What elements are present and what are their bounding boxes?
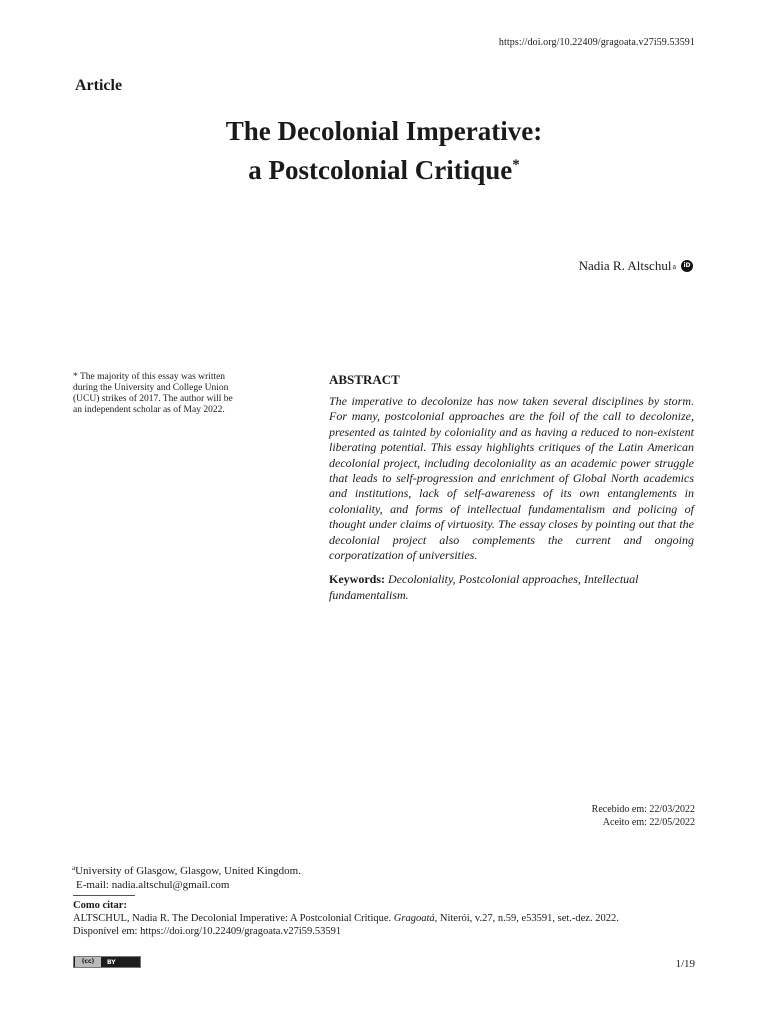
author-name: Nadia R. Altschul [578,258,672,273]
title-footnote: * The majority of this essay was written during the University and College Union (UCU) strikes of 2017. The author will be an independent scholar as of May 2022. [73,372,233,415]
submission-dates [592,803,695,829]
keywords-text: Decoloniality, Postcolonial approaches, Intellectual fundamentalism. [329,572,639,602]
cc-by-license-icon[interactable] [73,956,141,968]
page-number: 1/19 [675,958,695,970]
title-line-2-text: a Postcolonial Critique [248,155,513,185]
affiliation-marker: a [72,864,76,872]
article-title [0,114,768,187]
affiliation-institution: University of Glasgow, Glasgow, United Kingdom. [75,865,301,877]
author-line [579,258,693,274]
orcid-icon[interactable]: iD [681,260,693,272]
title-line-1: The Decolonial Imperative: [225,116,543,146]
citation-available-link[interactable]: Disponível em: https://doi.org/10.22409/gragoata.v27i59.53591 [73,926,342,937]
article-type-label: Article [75,77,123,94]
abstract-text: The imperative to decolonize has now taken several disciplines by storm. For many, postcolonial approaches are the foil of the call to decolonize, presented as tainted by coloniality and as having a reduced to non-existent liberating potential. This essay highlights critiques of the Latin American decolonial project, including decoloniality as an academic power struggle that leads to self-progression and enrichment of Global North academics and institutions, lack of self-awareness of its own entanglements in coloniality, and forms of intellectual fundamentalism and policing of thought under claims of virtuosity. The essay closes by pointing out that the decolonial project also complements the current and ongoing corporatization of universities. [329,394,694,563]
keywords-label: Keywords: [329,572,385,587]
citation-label: Como citar: [73,900,127,911]
citation-block [73,899,703,938]
title-footnote-marker[interactable]: * [512,157,520,173]
citation-reference [73,912,703,925]
accepted-date: Aceito em: 22/05/2022 [602,817,695,828]
affiliation-institution-line [72,861,301,878]
doi-header-link[interactable]: https://doi.org/10.22409/gragoata.v27i59.53591 [498,37,695,48]
abstract-heading: ABSTRACT [329,372,400,387]
author-affiliation-marker: a [672,261,676,271]
cc-badge-text: (cc) [75,957,101,967]
citation-text-after: , Niterói, v.27, n.59, e53591, set.-dez. 2022. [434,913,619,924]
author-email[interactable]: E-mail: nadia.altschul@gmail.com [76,879,230,891]
abstract-section [329,372,694,603]
keywords [329,572,694,603]
footnote-divider [73,895,135,896]
title-line-2 [0,148,768,187]
citation-text-before: ALTSCHUL, Nadia R. The Decolonial Imperative: A Postcolonial Critique. [73,913,394,924]
received-date: Recebido em: 22/03/2022 [591,804,695,815]
cc-by-text: BY [107,958,116,966]
citation-journal: Gragoatá [393,913,435,924]
author-affiliation [72,861,301,892]
